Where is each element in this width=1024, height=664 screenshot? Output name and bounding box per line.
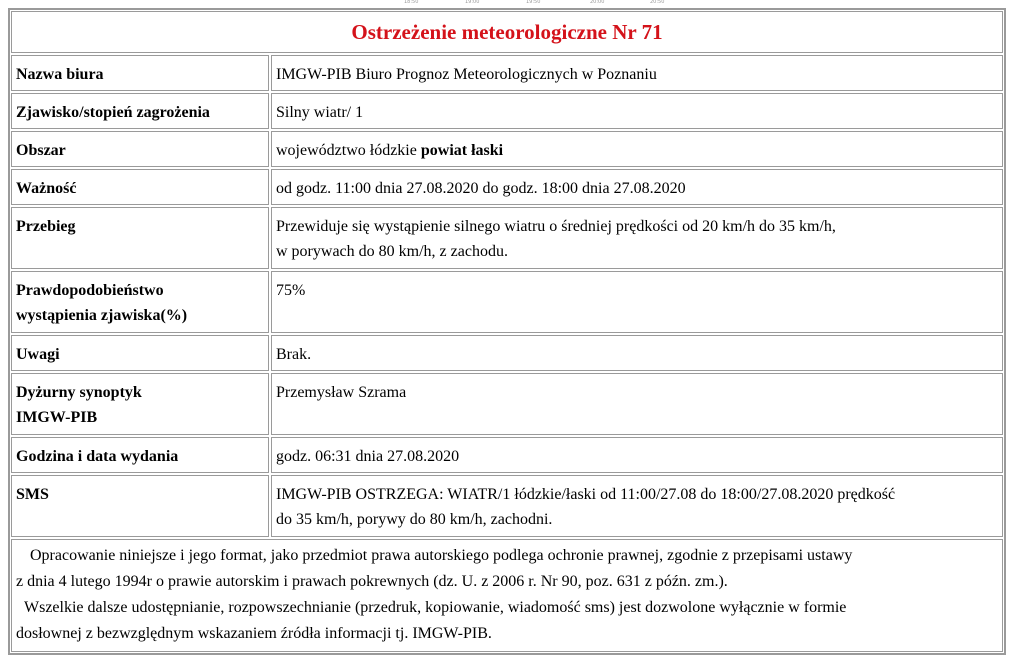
tick-label: 20:50 — [650, 0, 665, 5]
value-validity: od godz. 11:00 dnia 27.08.2020 do godz. 18:00 dnia 27.08.2020 — [271, 169, 1003, 205]
label-forecaster — [11, 373, 269, 435]
warning-table — [8, 8, 1006, 655]
row-remarks — [11, 335, 1003, 371]
copyright-line: Wszelkie dalsze udostępnianie, rozpowszechnianie (przedruk, kopiowanie, wiadomość sms) jest dozwolone wyłącznie w formie — [24, 599, 847, 616]
label-phenomenon: Zjawisko/stopień zagrożenia — [11, 93, 269, 129]
tick-label: 19:50 — [526, 0, 541, 5]
row-sms — [11, 475, 1003, 537]
forecaster-label-line: IMGW-PIB — [16, 409, 98, 426]
row-validity — [11, 169, 1003, 205]
value-remarks: Brak. — [271, 335, 1003, 371]
label-probability — [11, 271, 269, 333]
copyright-line: z dnia 4 lutego 1994r o prawie autorskim i prawach pokrewnych (dz. U. z 2006 r. Nr 90, poz. 631 z późn. zm.). — [16, 573, 728, 590]
top-axis-ticks — [0, 0, 1024, 6]
probability-label-line: wystąpienia zjawiska(%) — [16, 307, 188, 324]
sms-line: IMGW-PIB OSTRZEGA: WIATR/1 łódzkie/łaski od 11:00/27.08 do 18:00/27.08.2020 prędkość — [276, 486, 896, 503]
value-course — [271, 207, 1003, 269]
tick-label: 18:50 — [404, 0, 419, 5]
warning-title: Ostrzeżenie meteorologiczne Nr 71 — [11, 11, 1003, 53]
course-line: Przewiduje się wystąpienie silnego wiatru o średniej prędkości od 20 km/h do 35 km/h, — [276, 218, 836, 235]
copyright-notice — [11, 539, 1003, 652]
row-phenomenon — [11, 93, 1003, 129]
value-phenomenon: Silny wiatr/ 1 — [271, 93, 1003, 129]
value-sms — [271, 475, 1003, 537]
tick-label: 20:00 — [590, 0, 605, 5]
label-sms: SMS — [11, 475, 269, 537]
course-line: w porywach do 80 km/h, z zachodu. — [276, 243, 508, 260]
area-voivodeship: województwo łódzkie — [276, 142, 421, 159]
value-issued: godz. 06:31 dnia 27.08.2020 — [271, 437, 1003, 473]
value-area — [271, 131, 1003, 167]
value-office: IMGW-PIB Biuro Prognoz Meteorologicznych w Poznaniu — [271, 55, 1003, 91]
row-probability — [11, 271, 1003, 333]
area-county: powiat łaski — [420, 142, 504, 159]
row-course — [11, 207, 1003, 269]
label-validity: Ważność — [11, 169, 269, 205]
row-issued — [11, 437, 1003, 473]
label-issued: Godzina i data wydania — [11, 437, 269, 473]
value-forecaster: Przemysław Szrama — [271, 373, 1003, 435]
sms-line: do 35 km/h, porywy do 80 km/h, zachodni. — [276, 511, 553, 528]
forecaster-label-line: Dyżurny synoptyk — [16, 384, 142, 401]
row-forecaster — [11, 373, 1003, 435]
tick-label: 19:00 — [465, 0, 480, 5]
copyright-line: dosłownej z bezwzględnym wskazaniem źródła informacji tj. IMGW-PIB. — [16, 625, 492, 642]
label-course: Przebieg — [11, 207, 269, 269]
copyright-line: Opracowanie niniejsze i jego format, jako przedmiot prawa autorskiego podlega ochronie prawnej, zgodnie z przepisami ustawy — [30, 547, 853, 564]
label-area: Obszar — [11, 131, 269, 167]
value-probability: 75% — [271, 271, 1003, 333]
row-area — [11, 131, 1003, 167]
probability-label-line: Prawdopodobieństwo — [16, 282, 164, 299]
label-office: Nazwa biura — [11, 55, 269, 91]
row-office — [11, 55, 1003, 91]
label-remarks: Uwagi — [11, 335, 269, 371]
